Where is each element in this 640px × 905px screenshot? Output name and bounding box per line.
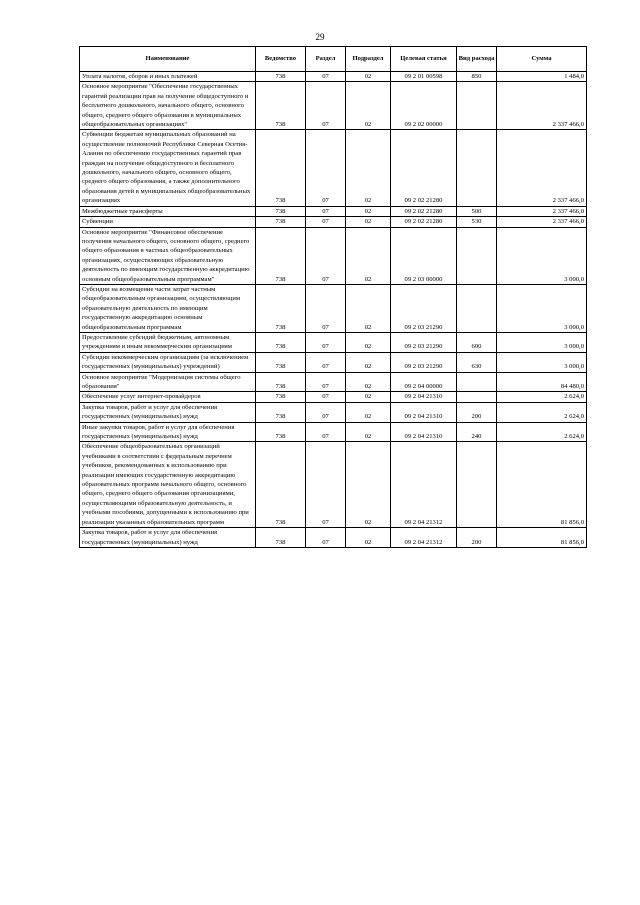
row-sum: 2 624,0 <box>497 402 587 422</box>
row-expense-type <box>457 284 497 332</box>
header-target: Целевая статья <box>391 47 457 72</box>
row-expense-type: 200 <box>457 528 497 548</box>
row-subsection: 02 <box>346 332 391 352</box>
row-department: 738 <box>256 422 306 442</box>
row-subsection: 02 <box>346 528 391 548</box>
row-section: 07 <box>306 402 346 422</box>
row-sum: 81 856,0 <box>497 528 587 548</box>
row-subsection: 02 <box>346 392 391 402</box>
row-department: 738 <box>256 217 306 227</box>
row-expense-type: 600 <box>457 332 497 352</box>
row-name: Основное мероприятие "Обеспечение государственных гарантий реализации прав на получение общедоступного и бесплатного дошкольного, начального общего, основного общего, среднего общего образования в муниципальных общеобразовательных организациях" <box>80 82 256 130</box>
row-name: Субвенции бюджетам муниципальных образований на осуществление полномочий Республики Северная Осетия-Алания по обеспечению государственных гарантий прав граждан на получение общедоступного и бесплатного дошкольного, начального общего, основного общего, среднего общего образования, а также дополнительного образования детей в муниципальных общеобразовательных организациях <box>80 130 256 206</box>
row-expense-type <box>457 372 497 392</box>
row-section: 07 <box>306 392 346 402</box>
row-sum: 2 337 466,0 <box>497 206 587 216</box>
row-department: 738 <box>256 352 306 372</box>
row-sum: 81 856,0 <box>497 442 587 528</box>
row-expense-type <box>457 392 497 402</box>
row-target: 09 2 03 21290 <box>391 352 457 372</box>
table-row <box>80 206 587 216</box>
row-department: 738 <box>256 392 306 402</box>
row-expense-type: 200 <box>457 402 497 422</box>
row-expense-type: 530 <box>457 217 497 227</box>
row-sum: 3 000,0 <box>497 227 587 284</box>
table-row <box>80 227 587 284</box>
row-expense-type <box>457 130 497 206</box>
row-section: 07 <box>306 206 346 216</box>
header-name: Наименование <box>80 47 256 72</box>
row-department: 738 <box>256 332 306 352</box>
row-subsection: 02 <box>346 372 391 392</box>
row-department: 738 <box>256 442 306 528</box>
row-subsection: 02 <box>346 422 391 442</box>
row-section: 07 <box>306 217 346 227</box>
row-name: Субсидии некоммерческим организациям (за исключением государственных (муниципальных) учреждений) <box>80 352 256 372</box>
row-sum: 84 480,0 <box>497 372 587 392</box>
row-target: 09 2 04 21312 <box>391 528 457 548</box>
header-section: Раздел <box>306 47 346 72</box>
header-department: Ведомство <box>256 47 306 72</box>
row-section: 07 <box>306 284 346 332</box>
row-sum: 2 337 466,0 <box>497 130 587 206</box>
row-department: 738 <box>256 227 306 284</box>
table-row <box>80 284 587 332</box>
row-subsection: 02 <box>346 82 391 130</box>
row-expense-type: 630 <box>457 352 497 372</box>
row-sum: 3 000,0 <box>497 332 587 352</box>
header-expense-type: Вид расхода <box>457 47 497 72</box>
row-name: Обеспечение общеобразовательных организаций учебниками в соответствии с федеральным перечнем учебников, рекомендованных к использованию при реализации имеющих государственную аккредитацию образовательных программ начального общего, основного общего, среднего общего образования организациями, осуществляющими образовательную деятельность, и учебными пособиями, допущенными к использованию при реализации указанных образовательных программ <box>80 442 256 528</box>
table-row <box>80 402 587 422</box>
row-department: 738 <box>256 206 306 216</box>
row-name: Основное мероприятие "Финансовое обеспечение получения начального общего, основного общего, среднего общего образования в частных общеобразовательных организациях, осуществляющих образовательную деятельность по имеющим государственную аккредитацию основным общеобразовательным программам" <box>80 227 256 284</box>
row-target: 09 2 04 21310 <box>391 392 457 402</box>
row-expense-type <box>457 227 497 284</box>
row-subsection: 02 <box>346 130 391 206</box>
row-target: 09 2 02 00000 <box>391 82 457 130</box>
row-department: 738 <box>256 72 306 82</box>
budget-table <box>79 46 587 548</box>
row-department: 738 <box>256 528 306 548</box>
table-header-row <box>80 47 587 72</box>
table-row <box>80 82 587 130</box>
row-target: 09 2 04 21310 <box>391 422 457 442</box>
row-expense-type: 240 <box>457 422 497 442</box>
row-section: 07 <box>306 82 346 130</box>
table-row <box>80 130 587 206</box>
row-name: Закупка товаров, работ и услуг для обеспечения государственных (муниципальных) нужд <box>80 528 256 548</box>
row-department: 738 <box>256 372 306 392</box>
table-row <box>80 422 587 442</box>
table-row <box>80 332 587 352</box>
row-department: 738 <box>256 402 306 422</box>
row-target: 09 2 03 21290 <box>391 332 457 352</box>
row-section: 07 <box>306 227 346 284</box>
row-subsection: 02 <box>346 217 391 227</box>
table-row <box>80 352 587 372</box>
row-name: Субвенции <box>80 217 256 227</box>
row-sum: 2 337 466,0 <box>497 217 587 227</box>
row-sum: 1 484,0 <box>497 72 587 82</box>
row-sum: 3 000,0 <box>497 352 587 372</box>
row-target: 09 2 04 21312 <box>391 442 457 528</box>
row-name: Основное мероприятие "Модернизация системы общего образования" <box>80 372 256 392</box>
row-expense-type <box>457 442 497 528</box>
row-target: 09 2 03 21290 <box>391 284 457 332</box>
row-department: 738 <box>256 82 306 130</box>
row-subsection: 02 <box>346 402 391 422</box>
row-subsection: 02 <box>346 352 391 372</box>
row-department: 738 <box>256 284 306 332</box>
row-name: Иные закупки товаров, работ и услуг для обеспечения государственных (муниципальных) нужд <box>80 422 256 442</box>
row-section: 07 <box>306 332 346 352</box>
row-target: 09 2 02 21280 <box>391 217 457 227</box>
row-section: 07 <box>306 352 346 372</box>
header-sum: Сумма <box>497 47 587 72</box>
row-subsection: 02 <box>346 227 391 284</box>
row-sum: 2 337 466,0 <box>497 82 587 130</box>
table-row <box>80 442 587 528</box>
table-row <box>80 528 587 548</box>
row-sum: 3 000,0 <box>497 284 587 332</box>
row-expense-type: 850 <box>457 72 497 82</box>
row-target: 09 2 04 00000 <box>391 372 457 392</box>
row-name: Обеспечение услуг интернет-провайдеров <box>80 392 256 402</box>
row-section: 07 <box>306 528 346 548</box>
row-target: 09 2 02 21280 <box>391 206 457 216</box>
row-target: 09 2 02 21280 <box>391 130 457 206</box>
row-department: 738 <box>256 130 306 206</box>
row-expense-type: 500 <box>457 206 497 216</box>
row-name: Уплата налогов, сборов и иных платежей <box>80 72 256 82</box>
table-row <box>80 392 587 402</box>
row-section: 07 <box>306 422 346 442</box>
row-section: 07 <box>306 372 346 392</box>
table-row <box>80 72 587 82</box>
row-subsection: 02 <box>346 206 391 216</box>
header-subsection: Подраздел <box>346 47 391 72</box>
row-subsection: 02 <box>346 284 391 332</box>
row-sum: 2 624,0 <box>497 422 587 442</box>
page-number: 29 <box>315 32 325 42</box>
row-section: 07 <box>306 442 346 528</box>
row-subsection: 02 <box>346 72 391 82</box>
row-name: Межбюджетные трансферты <box>80 206 256 216</box>
row-sum: 2 624,0 <box>497 392 587 402</box>
row-expense-type <box>457 82 497 130</box>
row-target: 09 2 03 00000 <box>391 227 457 284</box>
row-name: Закупка товаров, работ и услуг для обеспечения государственных (муниципальных) нужд <box>80 402 256 422</box>
table-row <box>80 372 587 392</box>
table-row <box>80 217 587 227</box>
row-subsection: 02 <box>346 442 391 528</box>
row-section: 07 <box>306 72 346 82</box>
row-target: 09 2 04 21310 <box>391 402 457 422</box>
row-target: 09 2 01 00598 <box>391 72 457 82</box>
row-section: 07 <box>306 130 346 206</box>
row-name: Субсидии на возмещение части затрат частным общеобразовательным организациям, осуществляющим образовательную деятельность по имеющим государственную аккредитацию основным общеобразовательным программам <box>80 284 256 332</box>
row-name: Предоставление субсидий бюджетным, автономным учреждениям и иным некоммерческим организациям <box>80 332 256 352</box>
